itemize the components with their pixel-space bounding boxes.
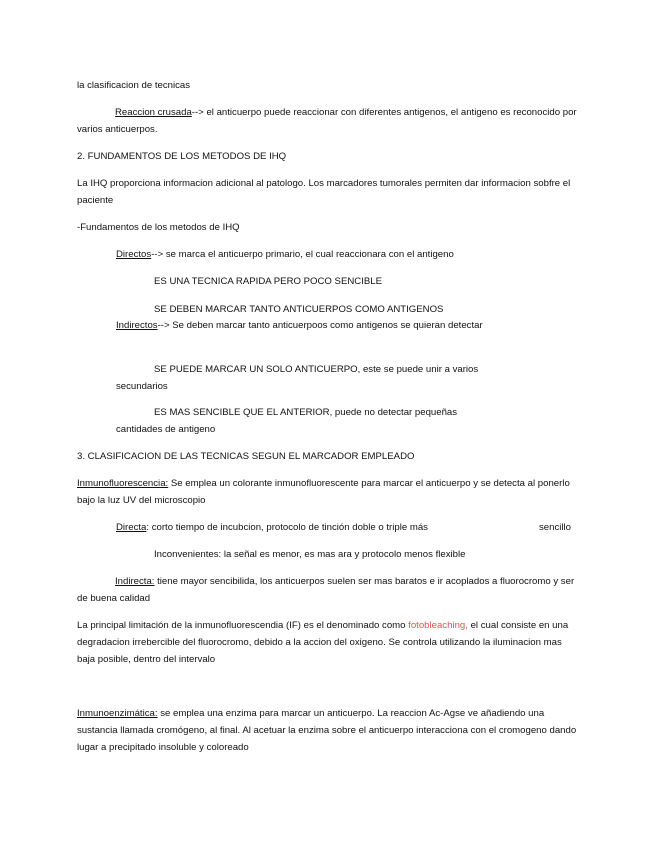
term-inmunoenzimatica: Inmunoenzimática: xyxy=(77,708,158,719)
text-line-clasificacion: la clasificacion de tecnicas xyxy=(77,80,191,91)
term-fotobleaching: fotobleaching, xyxy=(408,620,468,631)
paragraph-inmunofluorescencia xyxy=(77,475,577,509)
text-reaccion: --> el anticuerpo puede reaccionar con diferentes antigenos, el antigeno es reconocido por varios anticuerpos. xyxy=(77,107,577,135)
text-tecnica-rapida: ES UNA TECNICA RAPIDA PERO POCO SENCIBLE xyxy=(154,276,383,287)
paragraph-indirectos xyxy=(116,317,577,334)
text-indirectos: --> Se deben marcar tanto anticuerpoos como antigenos se quieran detectar xyxy=(157,320,483,331)
term-directos: Directos xyxy=(116,249,152,260)
term-indirectos: Indirectos xyxy=(116,320,158,331)
text-solo-anticuerpo: SE PUEDE MARCAR UN SOLO ANTICUERPO, este se puede unir a varios secundarios xyxy=(116,364,479,392)
text-sencillo: sencillo xyxy=(539,522,571,533)
text-inmunofluorescencia: Se emplea un colorante inmunofluorescente para marcar el anticuerpo y se detecta al ponerlo bajo la luz UV del microscopio xyxy=(77,478,570,506)
text-directa: : corto tiempo de incubcion, protocolo de tinción doble o triple más xyxy=(146,522,428,533)
paragraph-indirecta xyxy=(77,573,577,607)
text-limitacion-a: La principal limitación de la inmunofluorescendia (IF) es el denominado como xyxy=(77,620,409,631)
text-directos: --> se marca el anticuerpo primario, el cual reaccionara con el antigeno xyxy=(151,249,454,260)
text-indirecta: tiene mayor sencibilida, los anticuerpos suelen ser mas baratos e ir acoplados a fluorocromo y ser de buena calidad xyxy=(77,576,575,604)
text-mas-sencible: ES MAS SENCIBLE QUE EL ANTERIOR, puede no detectar pequeñas cantidades de antigeno xyxy=(116,407,458,435)
text-inconvenientes: Inconvenientes: la señal es menor, es mas ara y protocolo menos flexible xyxy=(154,549,466,560)
text-limitacion-b: el cual consiste en una degradacion irrebercible del fluorocromo, debido a la accion del oxigeno. Se controla utilizando la iluminacion mas baja posible, dentro del intervalo xyxy=(77,620,569,665)
term-directa: Directa xyxy=(116,522,147,533)
paragraph-limitacion xyxy=(77,617,577,668)
paragraph-directos xyxy=(116,246,577,263)
paragraph-reaccion-cruzada xyxy=(77,104,577,138)
paragraph-directa xyxy=(116,519,536,536)
text-fundamentos-metodos: -Fundamentos de los metodos de IHQ xyxy=(77,222,240,233)
text-marcar-ambos: SE DEBEN MARCAR TANTO ANTICUERPOS COMO ANTIGENOS xyxy=(154,304,444,315)
paragraph-ihq: La IHQ proporciona informacion adicional al patologo. Los marcadores tumorales permiten dar informacion sobfre el paciente xyxy=(77,178,571,206)
text-inmunoenzimatica: se emplea una enzima para marcar un anticuerpo. La reaccion Ac-Agse ve añadiendo una sustancia llamada cromógeno, al final. Al acetuar la enzima sobre el anticuerpo interacciona con el cromogeno dando lugar a precipitado insoluble y coloreado xyxy=(77,708,577,753)
term-indirecta: Indirecta: xyxy=(115,576,155,587)
term-inmunofluorescencia: Inmunofluorescencia: xyxy=(77,478,169,489)
heading-clasificacion: 3. CLASIFICACION DE LAS TECNICAS SEGUN EL MARCADOR EMPLEADO xyxy=(77,451,415,462)
heading-fundamentos: 2. FUNDAMENTOS DE LOS METODOS DE IHQ xyxy=(77,151,287,162)
term-reaccion-crusada: Reaccion crusada xyxy=(115,107,192,118)
paragraph-inmunoenzimatica xyxy=(77,705,577,756)
